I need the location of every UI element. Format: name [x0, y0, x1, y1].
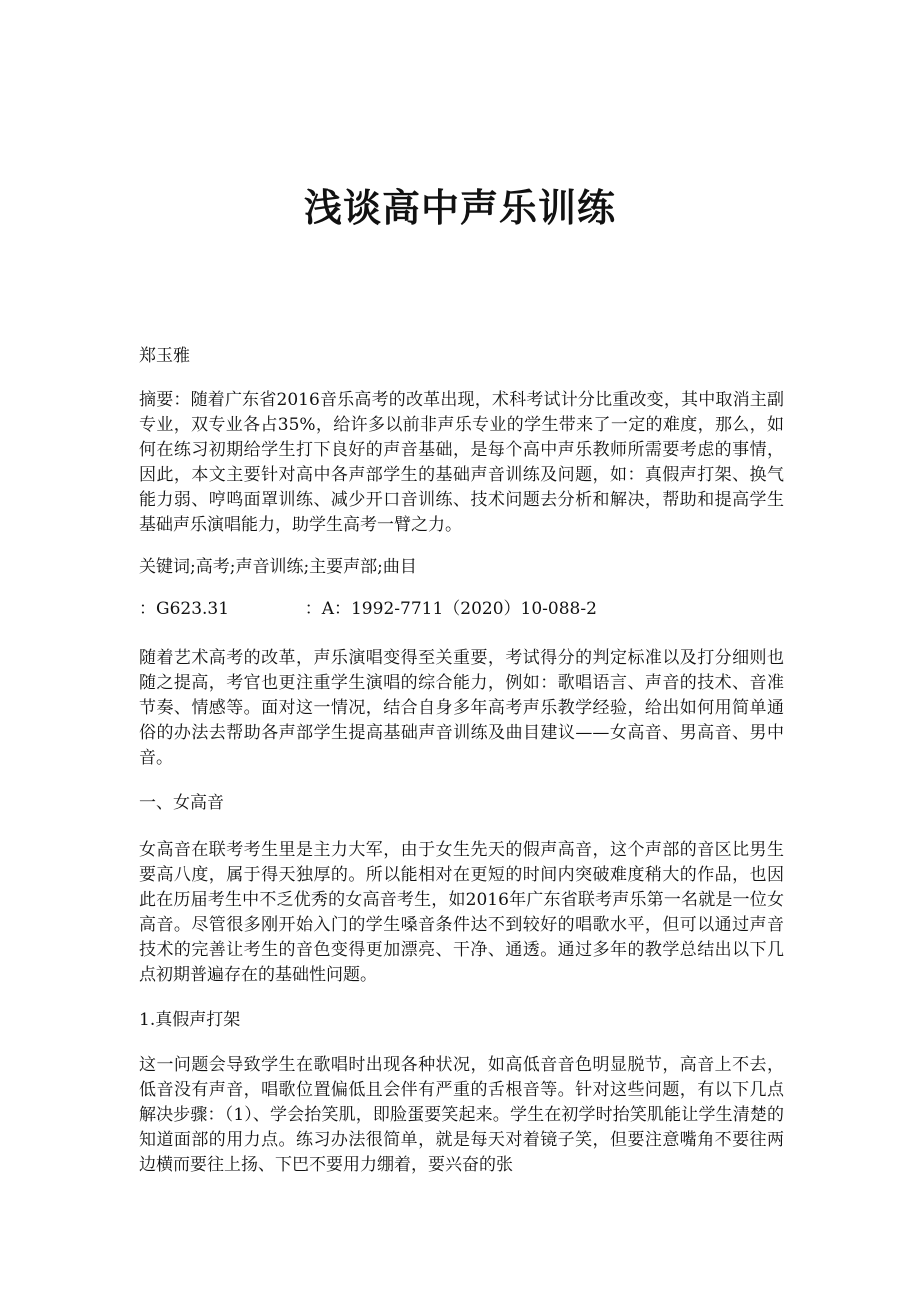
intro-paragraph: 随着艺术高考的改革，声乐演唱变得至关重要，考试得分的判定标准以及打分细则也随之提高，考官也更注重学生演唱的综合能力，例如：歌唱语言、声音的技术、音准节奏、情感等。面对这一情况，结合自身多年高考声乐教学经验，给出如何用简单通俗的办法去帮助各声部学生提高基础声音训练及曲目建议——女高音、男高音、男中音。	[139, 648, 784, 768]
section-heading-soprano: 一、女高音	[139, 793, 224, 813]
author-name: 郑玉雅	[139, 346, 190, 366]
section-paragraph-soprano: 女高音在联考考生里是主力大军，由于女生先天的假声高音，这个声部的音区比男生要高八度，属于得天独厚的。所以能相对在更短的时间内突破难度稍大的作品，也因此在历届考生中不乏优秀的女高音考生，如2016年广东省联考声乐第一名就是一位女高音。尽管很多刚开始入门的学生嗓音条件达不到较好的唱歌水平，但可以通过声音技术的完善让考生的音色变得更加漂亮、干净、通透。通过多年的教学总结出以下几点初期普遍存在的基础性问题。	[139, 840, 784, 985]
subsection-paragraph-voice-conflict: 这一问题会导致学生在歌唱时出现各种状况，如高低音音色明显脱节，高音上不去，低音没有声音，唱歌位置偏低且会伴有严重的舌根音等。针对这些问题，有以下几点解决步骤：（1）、学会抬笑肌，即脸蛋要笑起来。学生在初学时抬笑肌能让学生清楚的知道面部的用力点。练习办法很简单，就是每天对着镜子笑，但要注意嘴角不要往两边横而要往上扬、下巴不要用力绷着，要兴奋的张	[139, 1055, 784, 1175]
paper-body	[139, 344, 784, 1178]
classification-line: ：G623.31 ：A：1992-7711（2020）10-088-2	[139, 599, 597, 619]
keywords-line: 关键词;高考;声音训练;主要声部;曲目	[139, 557, 417, 577]
subsection-heading-voice-conflict: 1.真假声打架	[139, 1010, 241, 1030]
paper-title: 浅谈高中声乐训练	[303, 185, 616, 230]
abstract-paragraph: 摘要：随着广东省2016音乐高考的改革出现，术科考试计分比重改变，其中取消主副专业，双专业各占35%，给许多以前非声乐专业的学生带来了一定的难度，那么，如何在练习初期给学生打下良好的声音基础，是每个高中声乐教师所需要考虑的事情，因此，本文主要针对高中各声部学生的基础声音训练及问题，如：真假声打架、换气能力弱、哼鸣面罩训练、减少开口音训练、技术问题去分析和解决，帮助和提高学生基础声乐演唱能力，助学生高考一臂之力。	[139, 390, 784, 535]
